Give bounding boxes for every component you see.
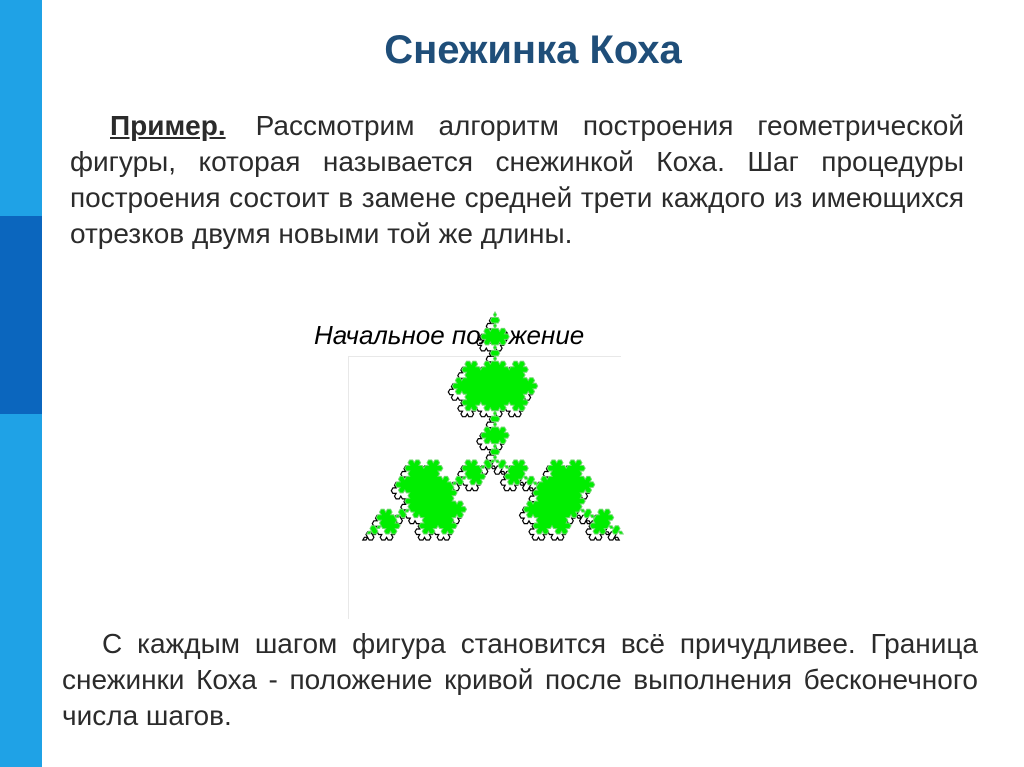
conclusion-text: С каждым шагом фигура становится всё причудливее. Граница снежинки Коха - положение кривой после выполнения бесконечного числа шагов. [62,628,978,731]
koch-snowflake-outline [367,312,623,534]
koch-snowflake [340,300,650,620]
slide-title: Снежинка Коха [384,28,682,72]
intro-paragraph [70,108,964,252]
side-accent-bar-dark [0,216,42,414]
intro-text: Рассмотрим алгоритм построения геометрической фигуры, которая называется снежинкой Коха. Шаг процедуры построения состоит в замене средней трети каждого из имеющихся отрезков двумя новыми той же длины. [70,110,964,249]
conclusion-paragraph [62,626,978,734]
stage-label: Начальное положение [314,320,585,350]
example-label: Пример. [110,110,226,141]
